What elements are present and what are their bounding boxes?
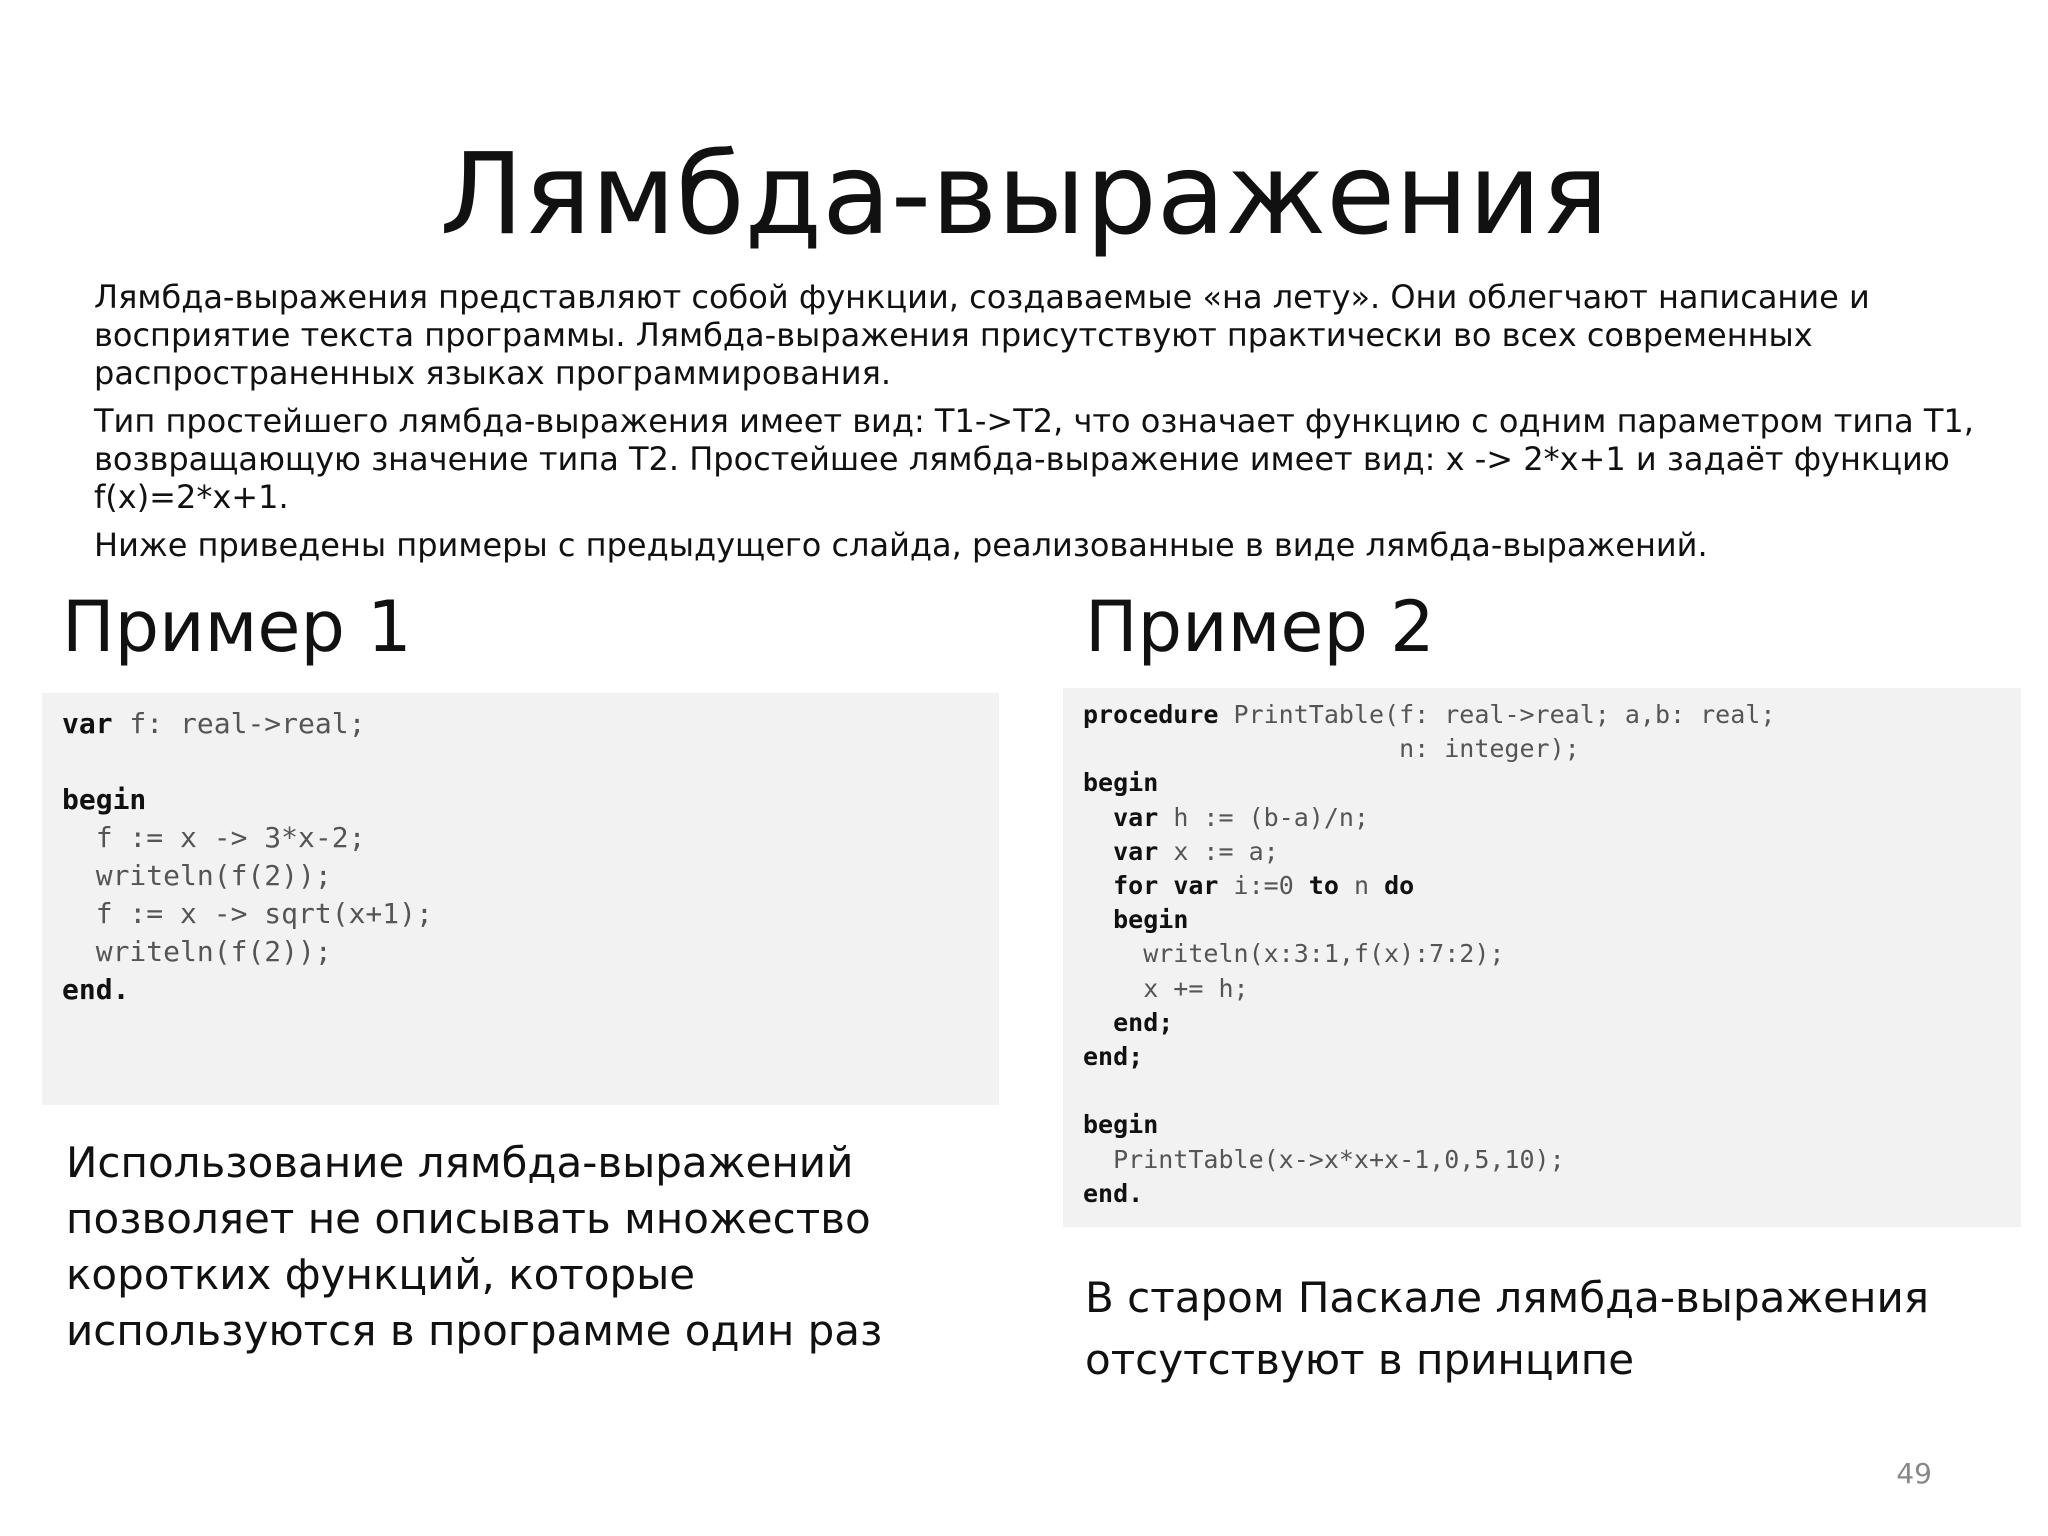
code-line	[1083, 905, 1188, 934]
example-1-note: Использование лямбда-выражений позволяет не описывать множество коротких функций, которые используются в программе один раз	[66, 1138, 883, 1355]
code-line	[1083, 1145, 1565, 1174]
code-text: writeln(f(2));	[62, 859, 332, 892]
code-line	[62, 973, 129, 1006]
code-keyword: for	[1113, 871, 1159, 901]
code-keyword: var	[1113, 836, 1159, 866]
code-text	[1083, 1008, 1113, 1037]
code-text	[1083, 837, 1113, 866]
slide-title: Лямбда-выражения	[439, 130, 1609, 260]
code-text	[1083, 803, 1113, 832]
code-text	[1158, 871, 1173, 900]
code-line	[1083, 1042, 1143, 1071]
code-text	[1083, 871, 1113, 900]
code-keyword: end.	[62, 973, 130, 1006]
code-line	[1083, 1008, 1173, 1037]
code-line	[1083, 803, 1369, 832]
code-keyword: procedure	[1083, 700, 1219, 729]
code-line	[1083, 1110, 1158, 1139]
code-line	[1083, 871, 1414, 900]
code-line	[62, 935, 332, 968]
intro-paragraph: Тип простейшего лямбда-выражения имеет вид: T1->T2, что означает функцию с одним параметром типа T1, возвращающую значение типа T2. Простейшее лямбда-выражение имеет вид: x -> 2*x+1 и задаёт функцию f(x)=2*x+1.	[94, 402, 1974, 516]
intro-paragraph: Лямбда-выражения представляют собой функции, создаваемые «на лету». Они облегчают написание и восприятие текста программы. Лямбда-выражения присутствуют практически во всех современных распространенных языках программирования.	[94, 278, 1870, 392]
code-line	[1083, 939, 1504, 968]
code-keyword: end;	[1113, 1007, 1174, 1037]
code-line	[1083, 768, 1158, 797]
code-text: n	[1338, 871, 1385, 901]
page-number: 49	[1896, 1457, 1932, 1490]
code-keyword: var	[1113, 802, 1159, 832]
code-keyword: do	[1384, 871, 1415, 901]
code-text: PrintTable(f: real->real; a,b: real;	[1218, 700, 1776, 729]
code-text: PrintTable(x->x*x+x-1,0,5,10);	[1083, 1144, 1565, 1174]
code-keyword: begin	[1113, 905, 1189, 935]
example-2-note: В старом Паскале лямбда-выражения отсутствуют в принципе	[1085, 1273, 1930, 1384]
code-line	[62, 783, 146, 816]
code-line	[1083, 700, 1775, 729]
code-text: x += h;	[1083, 973, 1249, 1003]
code-text: x := a;	[1158, 836, 1279, 866]
example-2-heading: Пример 2	[1085, 586, 1435, 668]
code-text: writeln(x:3:1,f(x):7:2);	[1083, 939, 1505, 969]
code-keyword: begin	[1083, 768, 1159, 798]
code-keyword: var	[62, 707, 113, 740]
code-text: i:=0	[1218, 871, 1309, 901]
example-1-heading: Пример 1	[62, 586, 412, 668]
code-text: f: real->real;	[112, 707, 366, 740]
code-text	[1083, 905, 1113, 934]
code-text: f := x -> 3*x-2;	[62, 821, 366, 854]
code-text: h := (b-a)/n;	[1158, 802, 1369, 832]
code-keyword: begin	[62, 783, 147, 816]
code-keyword: var	[1173, 871, 1219, 901]
code-line	[62, 707, 365, 740]
code-keyword: end.	[1083, 1178, 1144, 1208]
intro-paragraph: Ниже приведены примеры с предыдущего слайда, реализованные в виде лямбда-выражений.	[94, 526, 1708, 564]
code-line	[1083, 837, 1279, 866]
code-keyword: to	[1308, 871, 1339, 901]
example-2-code-block	[1063, 688, 2021, 1227]
code-text: f := x -> sqrt(x+1);	[62, 897, 433, 930]
example-1-code-block	[42, 693, 999, 1105]
code-line	[62, 897, 433, 930]
code-line	[62, 821, 365, 854]
code-text: n: integer);	[1083, 734, 1580, 764]
code-keyword: end;	[1083, 1042, 1144, 1072]
code-text: writeln(f(2));	[62, 935, 332, 968]
code-line	[1083, 1179, 1143, 1208]
code-line	[1083, 734, 1580, 763]
intro-text	[94, 278, 1994, 574]
code-keyword: begin	[1083, 1110, 1159, 1140]
code-line	[1083, 974, 1249, 1003]
code-line	[62, 859, 332, 892]
